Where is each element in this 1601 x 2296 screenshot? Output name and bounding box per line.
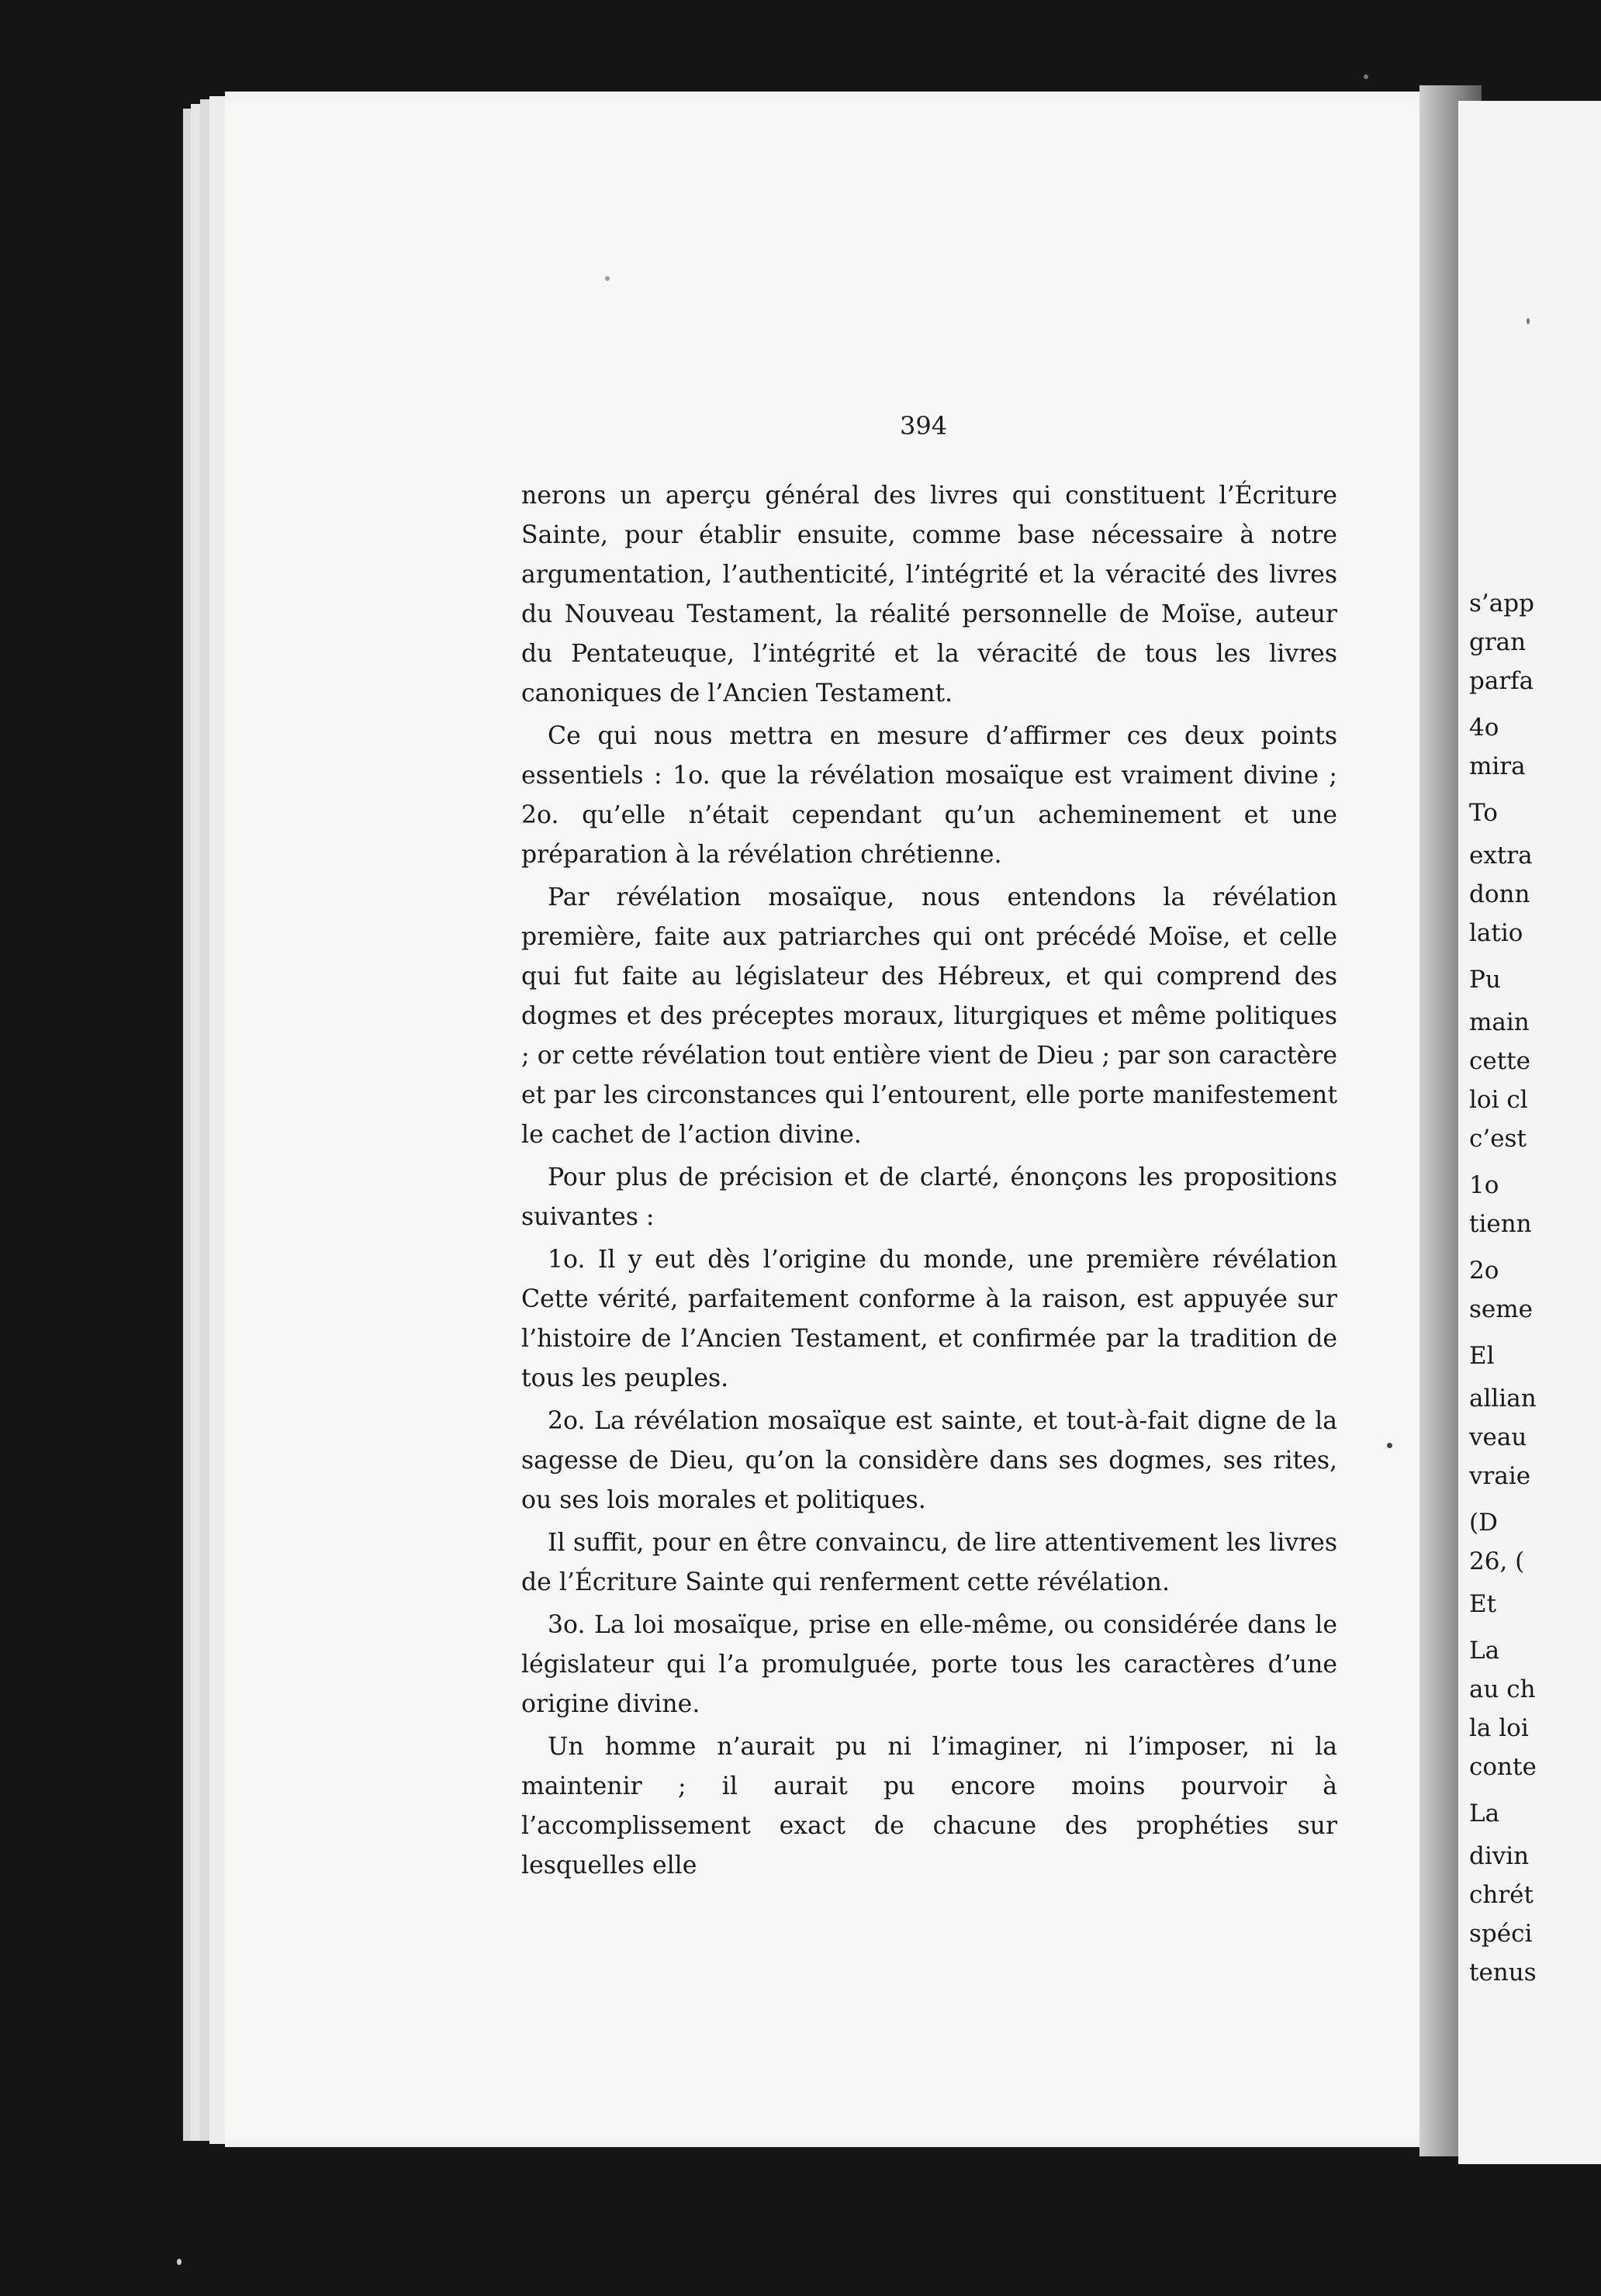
dust-speck xyxy=(1364,74,1368,79)
page-body-text xyxy=(521,476,1337,1889)
right-page xyxy=(1458,101,1601,2164)
right-page-line-fragment: La xyxy=(1469,1637,1500,1665)
right-page-line-fragment: latio xyxy=(1469,919,1523,947)
right-page-line-fragment: extra xyxy=(1469,842,1533,870)
dust-speck xyxy=(605,276,610,281)
paragraph: 1o. Il y eut dès l’origine du monde, une première révélation Cette vérité, parfaitement conforme à la raison, est appuyée sur l’histoire de l’Ancien Testament, et confirmée par la tradition de tous les peuples. xyxy=(521,1246,1337,1392)
right-page-line-fragment: divin xyxy=(1469,1842,1530,1870)
right-page-line-fragment: conte xyxy=(1469,1753,1537,1781)
paragraph: Ce qui nous mettra en mesure d’affirmer ces deux points essentiels : 1o. que la révélation mosaïque est vraiment divine ; 2o. qu’elle n’était cependant qu’un acheminement et une préparation à la révélation chrétienne. xyxy=(521,722,1337,869)
paragraph: Un homme n’aurait pu ni l’imaginer, ni l’imposer, ni la maintenir ; il aurait pu encore moins pourvoir à l’accomplissement exact de chacune des prophéties sur lesquelles elle xyxy=(521,1733,1337,1879)
right-page-line-fragment: seme xyxy=(1469,1295,1533,1323)
right-page-line-fragment: loi cl xyxy=(1469,1086,1528,1114)
right-page-line-fragment: Pu xyxy=(1469,966,1501,994)
right-page-line-fragment: La xyxy=(1469,1800,1500,1827)
right-page-line-fragment: main xyxy=(1469,1008,1530,1036)
right-page-line-fragment: vraie xyxy=(1469,1462,1531,1490)
paragraph: Il suffit, pour en être convaincu, de lire attentivement les livres de l’Écriture Sainte qui renferment cette révélation. xyxy=(521,1529,1337,1596)
paragraph: Par révélation mosaïque, nous entendons la révélation première, faite aux patriarches qui ont précédé Moïse, et celle qui fut faite au législateur des Hébreux, et qui comprend des dogmes et des préceptes moraux, liturgiques et même politiques ; or cette révélation tout entière vient de Dieu ; par son caractère et par les circonstances qui l’entourent, elle porte manifestement le cachet de l’action divine. xyxy=(521,883,1337,1149)
right-page-line-fragment: spéci xyxy=(1469,1920,1533,1948)
paragraph: Pour plus de précision et de clarté, énonçons les propositions suivantes : xyxy=(521,1164,1337,1231)
right-page-line-fragment: c’est xyxy=(1469,1125,1527,1153)
right-page-line-fragment: To xyxy=(1469,799,1498,827)
dust-speck xyxy=(1387,1443,1392,1448)
right-page-line-fragment: 2o xyxy=(1469,1257,1499,1285)
right-page-line-fragment: la loi xyxy=(1469,1714,1529,1742)
right-page-line-fragment: gran xyxy=(1469,628,1527,656)
right-page-line-fragment: mira xyxy=(1469,752,1526,780)
right-page-line-fragment: cette xyxy=(1469,1047,1530,1075)
right-page-line-fragment: 4o xyxy=(1469,714,1499,742)
right-page-line-fragment: 26, ( xyxy=(1469,1547,1525,1575)
right-page-line-fragment: au ch xyxy=(1469,1675,1536,1703)
right-page-line-fragment: allian xyxy=(1469,1385,1537,1413)
paragraph: 2o. La révélation mosaïque est sainte, et tout-à-fait digne de la sagesse de Dieu, qu’on la considère dans ses dogmes, ses rites, ou ses lois morales et politiques. xyxy=(521,1407,1337,1514)
right-page-line-fragment: tienn xyxy=(1469,1210,1532,1238)
right-page-line-fragment: Et xyxy=(1469,1590,1497,1618)
dust-speck xyxy=(177,2259,182,2265)
right-page-line-fragment: veau xyxy=(1469,1423,1527,1451)
right-page-line-fragment: donn xyxy=(1469,880,1530,908)
right-page-line-fragment: parfa xyxy=(1469,667,1534,695)
right-page-line-fragment: (D xyxy=(1469,1509,1498,1537)
paragraph: 3o. La loi mosaïque, prise en elle-même, ou considérée dans le législateur qui l’a promulguée, porte tous les caractères d’une origine divine. xyxy=(521,1611,1337,1718)
right-page-line-fragment: 1o xyxy=(1469,1171,1499,1199)
right-page-line-fragment: El xyxy=(1469,1342,1495,1370)
right-page-line-fragment: tenus xyxy=(1469,1959,1537,1987)
page-number: 394 xyxy=(900,411,948,441)
right-page-line-fragment: s’app xyxy=(1469,590,1534,617)
right-page-line-fragment: chrét xyxy=(1469,1881,1534,1909)
paragraph: nerons un aperçu général des livres qui constituent l’Écriture Sainte, pour établir ensuite, comme base nécessaire à notre argumentation, l’authenticité, l’intégrité et la véracité des livres du Nouveau Testament, la réalité personnelle de Moïse, auteur du Pentateuque, l’intégrité et la véracité de tous les livres canoniques de l’Ancien Testament. xyxy=(521,482,1337,707)
dust-speck xyxy=(1527,318,1530,324)
